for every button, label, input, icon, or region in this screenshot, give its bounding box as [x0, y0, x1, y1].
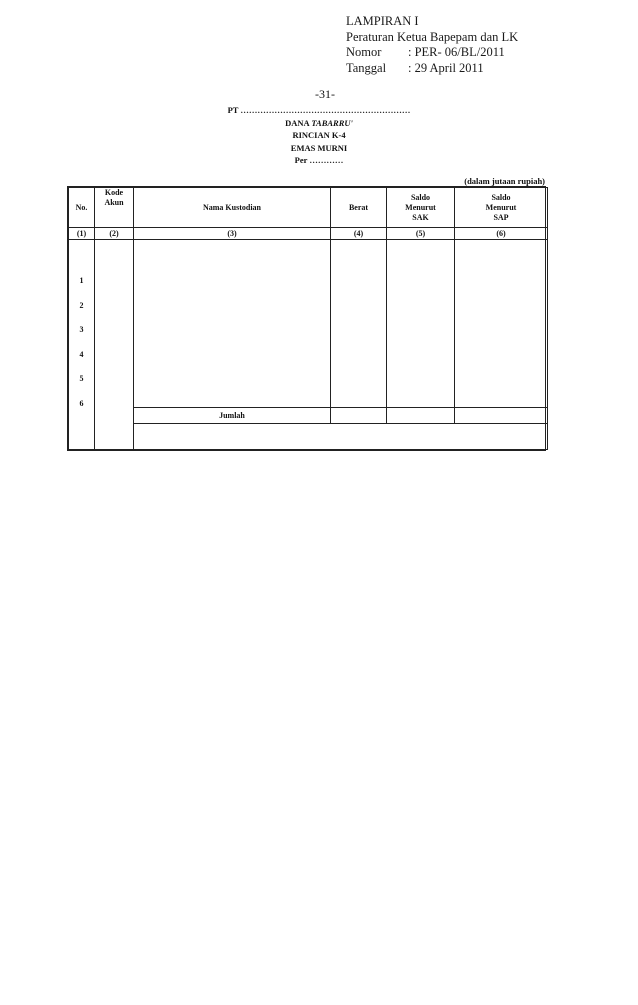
header-sap-line3: SAP: [493, 212, 509, 222]
lampiran-header: [346, 14, 518, 76]
tanggal-value: : 29 April 2011: [408, 60, 484, 75]
jumlah-sap-cell: [455, 408, 548, 424]
header-no: No.: [69, 188, 95, 228]
jumlah-berat-cell: [331, 408, 387, 424]
nama-kustodian-cell: [134, 240, 331, 408]
header-sak-line3: SAK: [412, 212, 429, 222]
column-number: (2): [95, 228, 134, 240]
jumlah-row: [69, 408, 548, 424]
nomor-line: [346, 45, 518, 61]
tanggal-label: Tanggal: [346, 60, 387, 75]
row-number: 3: [79, 325, 84, 334]
rincian-table-wrapper: [67, 186, 546, 451]
header-saldo-sap: [455, 188, 548, 228]
table-footer-cell: [134, 424, 548, 450]
header-kode-line2: Akun: [104, 198, 124, 207]
rincian-table: [68, 187, 548, 450]
berat-cell: [331, 240, 387, 408]
row-number: 4: [79, 349, 84, 359]
jumlah-label: Jumlah: [134, 408, 331, 424]
dana-prefix: DANA: [285, 117, 312, 128]
header-sap-line2: Menurut: [485, 202, 517, 212]
saldo-sap-cell: [455, 240, 548, 408]
column-number: (6): [455, 228, 548, 240]
page-number: -31-: [315, 87, 335, 101]
row-number: 5: [79, 374, 84, 383]
emas-line: EMAS MURNI: [290, 142, 348, 153]
nomor-label: Nomor: [346, 45, 382, 59]
column-number: (5): [387, 228, 455, 240]
jumlah-sak-cell: [387, 408, 455, 424]
peraturan-line: Peraturan Ketua Bapepam dan LK: [346, 29, 519, 44]
table-header-row: [69, 188, 548, 228]
kode-akun-cell: [95, 240, 134, 450]
nomor-value: : PER- 06/BL/2011: [408, 45, 505, 59]
per-line: Per …………: [294, 155, 344, 165]
company-line: PT ……………………………………………………: [227, 105, 411, 115]
rincian-line: RINCIAN K-4: [292, 130, 346, 140]
table-footer-row: [69, 424, 548, 450]
column-number: (3): [134, 228, 331, 240]
row-number: 2: [79, 300, 84, 310]
row-number: 1: [79, 276, 84, 285]
row-number-cell: [69, 240, 95, 450]
column-number: (1): [69, 228, 95, 240]
header-sap-line1: Saldo: [491, 192, 511, 202]
tanggal-line: [346, 61, 518, 77]
dana-line: [0, 117, 638, 130]
header-kode-akun: [95, 188, 134, 228]
header-sak-line2: Menurut: [405, 202, 436, 212]
row-number-list: [69, 275, 94, 422]
table-body-row: [69, 240, 548, 408]
header-berat: Berat: [331, 188, 387, 228]
header-nama-kustodian: Nama Kustodian: [134, 188, 331, 228]
lampiran-title: LAMPIRAN I: [346, 14, 419, 28]
form-title-block: [0, 104, 638, 167]
column-number: (4): [331, 228, 387, 240]
header-saldo-sak: [387, 188, 455, 228]
dana-italic: TABARRU': [311, 117, 353, 128]
row-number: 6: [79, 398, 84, 408]
header-kode-line1: Kode: [104, 188, 124, 197]
column-number-row: [69, 228, 548, 240]
unit-note: (dalam jutaan rupiah): [464, 176, 545, 186]
saldo-sak-cell: [387, 240, 455, 408]
header-sak-line1: Saldo: [410, 192, 431, 202]
